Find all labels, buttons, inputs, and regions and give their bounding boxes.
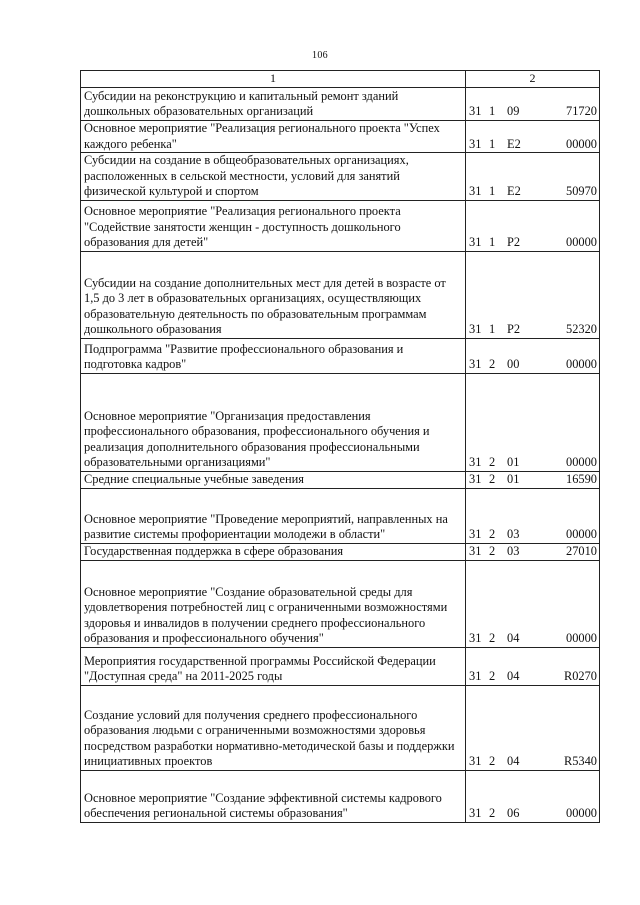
code-program: 31 [469,754,482,769]
header-col-2: 2 [466,71,600,88]
table-row [81,560,600,647]
row-name: Подпрограмма "Развитие профессионального образования и подготовка кадров" [81,338,466,373]
code-subprogram: 1 [489,322,496,337]
row-name: Субсидии на создание в общеобразовательных организациях, расположенных в сельской местности, условий для занятий физической культурой и спортом [81,153,466,201]
code-subprogram: 2 [489,754,496,769]
table-row [81,153,600,201]
code-line [466,104,599,120]
code-event: E2 [507,184,521,199]
code-event: 04 [507,754,520,769]
row-name: Основное мероприятие "Проведение мероприятий, направленных на развитие системы профориентации молодежи в области" [81,488,466,543]
row-code [466,543,600,560]
code-subprogram: 2 [489,806,496,821]
code-direction: 00000 [566,455,597,470]
code-line [466,806,599,822]
code-direction: 50970 [566,184,597,199]
code-subprogram: 1 [489,184,496,199]
code-subprogram: 1 [489,104,496,119]
code-event: P2 [507,322,521,337]
code-line [466,184,599,200]
code-subprogram: 2 [489,669,496,684]
code-event: 04 [507,669,520,684]
code-line [466,137,599,153]
row-code [466,685,600,770]
table-row [81,543,600,560]
code-line [466,357,599,373]
code-direction: 27010 [566,544,597,559]
table-row [81,200,600,251]
row-code [466,471,600,488]
row-code [466,647,600,685]
code-subprogram: 1 [489,235,496,250]
code-program: 31 [469,472,482,487]
code-direction: 52320 [566,322,597,337]
row-code [466,200,600,251]
code-event: 01 [507,472,520,487]
code-program: 31 [469,136,482,151]
code-direction: R0270 [563,669,597,684]
row-name: Основное мероприятие "Реализация регионального проекта "Содействие занятости женщин - доступность дошкольного образования для детей" [81,200,466,251]
budget-table [80,70,600,823]
code-event: 09 [507,104,520,119]
code-line [466,235,599,251]
code-subprogram: 2 [489,472,496,487]
table-row [81,251,600,338]
table-row [81,88,600,121]
code-direction: 00000 [566,357,597,372]
code-program: 31 [469,455,482,470]
code-event: 01 [507,455,520,470]
code-event: 03 [507,527,520,542]
code-program: 31 [469,544,482,559]
code-event: 04 [507,631,520,646]
row-code [466,373,600,471]
page-number: 106 [312,50,328,61]
row-name: Создание условий для получения среднего профессионального образования людьми с ограниченными возможностями здоровья посредством разработки нормативно-методической базы и поддержки инициативных проектов [81,685,466,770]
code-subprogram: 2 [489,357,496,372]
code-program: 31 [469,104,482,119]
row-name: Субсидии на создание дополнительных мест для детей в возрасте от 1,5 до 3 лет в образовательных организациях, осуществляющих образовательную деятельность по образовательным программам дошкольного образования [81,251,466,338]
table-row [81,471,600,488]
table-row [81,770,600,822]
table-row [81,488,600,543]
code-program: 31 [469,357,482,372]
table-row [81,121,600,153]
code-subprogram: 1 [489,136,496,151]
row-code [466,770,600,822]
code-event: E2 [507,136,521,151]
row-code [466,121,600,153]
code-program: 31 [469,669,482,684]
row-name: Основное мероприятие "Организация предоставления профессионального образования, профессионального обучения и реализация дополнительного образования профессиональными образовательными организациями" [81,373,466,471]
code-line [466,754,599,770]
code-program: 31 [469,527,482,542]
code-line [466,322,599,338]
code-program: 31 [469,322,482,337]
code-direction: 00000 [566,631,597,646]
row-code [466,251,600,338]
code-event: 06 [507,806,520,821]
header-col-1: 1 [81,71,466,88]
row-code [466,88,600,121]
code-event: P2 [507,235,521,250]
row-name: Государственная поддержка в сфере образования [81,543,466,560]
code-line [466,472,599,488]
code-subprogram: 2 [489,544,496,559]
table-row [81,647,600,685]
row-name: Основное мероприятие "Реализация регионального проекта "Успех каждого ребенка" [81,121,466,153]
code-program: 31 [469,631,482,646]
row-name: Основное мероприятие "Создание эффективной системы кадрового обеспечения региональной системы образования" [81,770,466,822]
table-row [81,373,600,471]
code-direction: 00000 [566,136,597,151]
code-direction: R5340 [563,754,597,769]
code-direction: 00000 [566,235,597,250]
code-direction: 00000 [566,806,597,821]
row-code [466,560,600,647]
code-line [466,527,599,543]
code-direction: 71720 [566,104,597,119]
table-header-row [81,71,600,88]
row-code [466,488,600,543]
code-event: 00 [507,357,520,372]
row-name: Основное мероприятие "Создание образовательной среды для удовлетворения потребностей лиц с ограниченными возможностями здоровья и инвалидов в получении среднего профессионального образования и профессионального обучения" [81,560,466,647]
row-name: Мероприятия государственной программы Российской Федерации "Доступная среда" на 2011-2025 годы [81,647,466,685]
table-row [81,685,600,770]
code-subprogram: 2 [489,631,496,646]
code-subprogram: 2 [489,527,496,542]
code-direction: 00000 [566,527,597,542]
code-line [466,544,599,560]
code-line [466,631,599,647]
code-line [466,669,599,685]
row-code [466,153,600,201]
code-direction: 16590 [566,472,597,487]
row-name: Субсидии на реконструкцию и капитальный ремонт зданий дошкольных образовательных организаций [81,88,466,121]
row-code [466,338,600,373]
code-program: 31 [469,184,482,199]
row-name: Средние специальные учебные заведения [81,471,466,488]
table-row [81,338,600,373]
code-event: 03 [507,544,520,559]
code-program: 31 [469,806,482,821]
code-line [466,455,599,471]
code-subprogram: 2 [489,455,496,470]
code-program: 31 [469,235,482,250]
